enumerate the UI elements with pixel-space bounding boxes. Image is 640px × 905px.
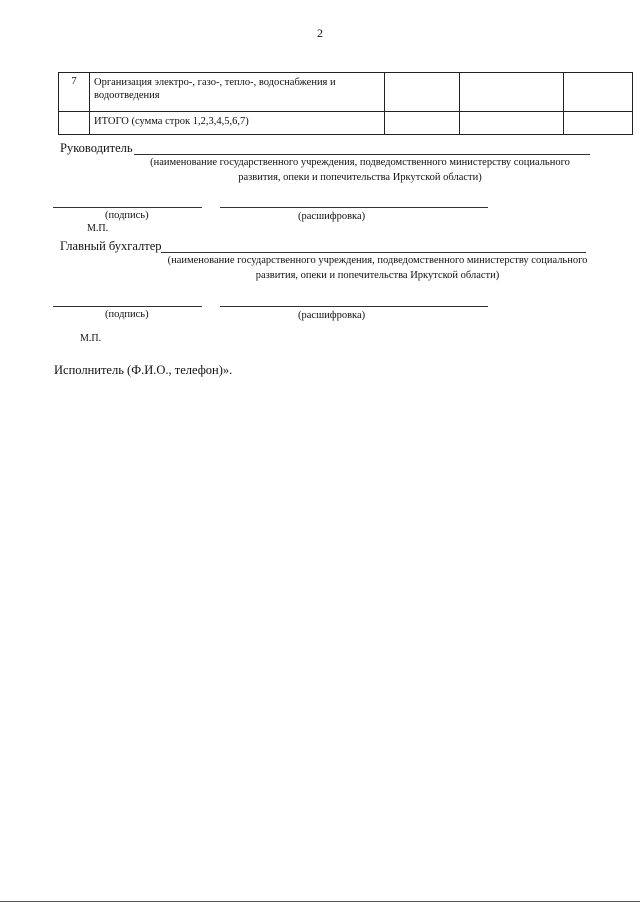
accountant-decoding-caption: (расшифровка): [298, 310, 366, 321]
head-decoding-line: [220, 207, 488, 208]
accountant-signature-line: [53, 306, 202, 307]
accountant-label: Главный бухгалтер: [60, 239, 162, 253]
row-number: 7: [59, 73, 90, 112]
head-signature-caption: (подпись): [105, 210, 149, 221]
accountant-caption: (наименование государственного учреждения, подведомственного министерству социального развития, опеки и попечительства Иркутской области): [167, 255, 588, 281]
row-number: [59, 112, 90, 135]
row-name: ИТОГО (сумма строк 1,2,3,4,5,6,7): [90, 112, 385, 135]
value-cell: [460, 73, 564, 112]
row-name: Организация электро-, газо-, тепло-, водоснабжения и водоотведения: [90, 73, 385, 112]
value-cell: [385, 112, 460, 135]
head-stamp: М.П.: [87, 223, 109, 234]
accountant-stamp: М.П.: [80, 333, 102, 344]
footer-rule: [0, 901, 640, 902]
page-number: 2: [317, 26, 323, 40]
accountant-signature-caption: (подпись): [105, 309, 149, 320]
head-decoding-caption: (расшифровка): [298, 211, 366, 222]
head-caption: (наименование государственного учреждения, подведомственного министерству социального развития, опеки и попечительства Иркутской области): [150, 157, 570, 183]
accountant-decoding-line: [220, 306, 488, 307]
value-cell: [564, 112, 633, 135]
table-row: [59, 73, 633, 112]
value-cell: [564, 73, 633, 112]
head-signature-line: [53, 207, 202, 208]
report-table: [58, 72, 633, 135]
value-cell: [385, 73, 460, 112]
head-label: Руководитель: [60, 141, 133, 155]
table-row-total: [59, 112, 633, 135]
executor-line: Исполнитель (Ф.И.О., телефон)».: [54, 363, 233, 377]
value-cell: [460, 112, 564, 135]
